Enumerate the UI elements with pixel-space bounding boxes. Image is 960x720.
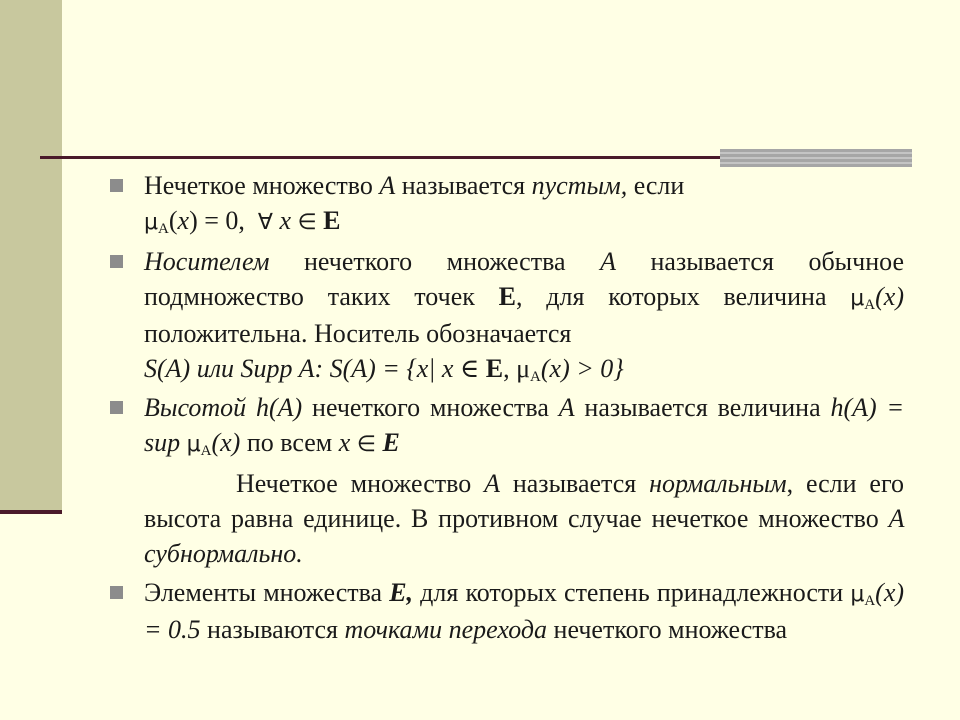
text: Нечеткое множество: [236, 469, 485, 498]
bullet-square-icon: [110, 586, 123, 599]
text: ) = 0,: [189, 206, 245, 235]
bullet-square-icon: [110, 401, 123, 414]
text: называется: [395, 171, 532, 200]
var-x: x: [177, 206, 190, 235]
bullet-item-transition-points: [108, 575, 904, 647]
var-x: (x): [211, 428, 241, 457]
height-expr: h(A): [256, 393, 303, 422]
set-e: E: [498, 282, 516, 311]
text: величина: [717, 393, 831, 422]
term-height: Высотой: [144, 393, 247, 422]
text: (: [168, 206, 178, 235]
subscript-a: A: [864, 297, 876, 313]
slide-content: [108, 168, 904, 647]
formula-end: (x) > 0}: [540, 354, 624, 383]
text: Нечеткое множество: [144, 171, 380, 200]
title-rule: [40, 156, 720, 159]
term-normal: нормальным: [649, 469, 787, 498]
mu-symbol: , μ: [503, 354, 531, 383]
set-a: A: [484, 469, 500, 498]
forall-symbol: ∀: [257, 210, 273, 235]
height-formula: h(A) = sup: [144, 393, 905, 457]
mu-symbol: μ: [850, 286, 865, 311]
text: нечеткого множества: [302, 393, 559, 422]
subscript-a: A: [200, 443, 212, 459]
text: называются: [200, 615, 345, 644]
gray-accent-bar: [720, 149, 912, 167]
normal-set-paragraph: [108, 466, 904, 571]
text: нечеткого множества: [547, 615, 788, 644]
set-e: E: [323, 206, 341, 235]
text: по всем: [240, 428, 339, 457]
set-a: A: [600, 247, 616, 276]
element-of-symbol: ∈: [297, 210, 317, 235]
set-a: A: [558, 393, 575, 422]
var-x: x: [338, 428, 351, 457]
text: называется: [499, 469, 650, 498]
support-formula: S(A) или Supp A: S(A) = {x| x ∈: [144, 354, 486, 383]
text: , если его высота равна единице. В противном случае нечеткое множество: [144, 469, 904, 533]
term-support: Носителем: [144, 247, 270, 276]
bullet-item-height: [108, 390, 904, 462]
text: положительна. Носитель обозначается: [144, 319, 572, 348]
text: , для которых: [516, 282, 700, 311]
set-e: E: [382, 428, 400, 457]
text: обычное подмножество таких точек: [144, 247, 904, 311]
text: величина: [723, 282, 851, 311]
term-empty: пустым,: [531, 171, 628, 200]
subscript-a: A: [864, 593, 876, 609]
term-transition: точками перехода: [344, 615, 548, 644]
var-x: (x): [875, 282, 904, 311]
text: нечеткого множества: [269, 247, 601, 276]
set-a: A: [379, 171, 396, 200]
mu-symbol: μ: [186, 432, 201, 457]
mu-symbol: μ: [144, 210, 158, 235]
text: Элементы множества: [144, 578, 390, 607]
set-e: E,: [389, 578, 414, 607]
element-of-symbol: ∈: [356, 432, 376, 457]
transition-formula: (x) = 0.5: [144, 578, 905, 644]
text: называется: [574, 393, 708, 422]
bullet-item-empty-set: [108, 168, 904, 240]
bullet-item-support: [108, 244, 904, 386]
subscript-a: A: [530, 369, 541, 385]
bullet-square-icon: [110, 255, 123, 268]
set-a: A: [888, 504, 904, 533]
subscript-a: A: [158, 221, 169, 237]
term-subnormal: субнормально.: [144, 539, 303, 568]
text: для которых степень принадлежности: [413, 578, 851, 607]
left-band-underline: [0, 510, 62, 514]
text: называется: [615, 247, 774, 276]
text: если: [627, 171, 685, 200]
var-x: x: [279, 206, 291, 235]
mu-symbol: μ: [850, 582, 865, 607]
set-e: E: [485, 354, 504, 383]
left-decorative-band: [0, 0, 62, 512]
bullet-square-icon: [110, 179, 123, 192]
